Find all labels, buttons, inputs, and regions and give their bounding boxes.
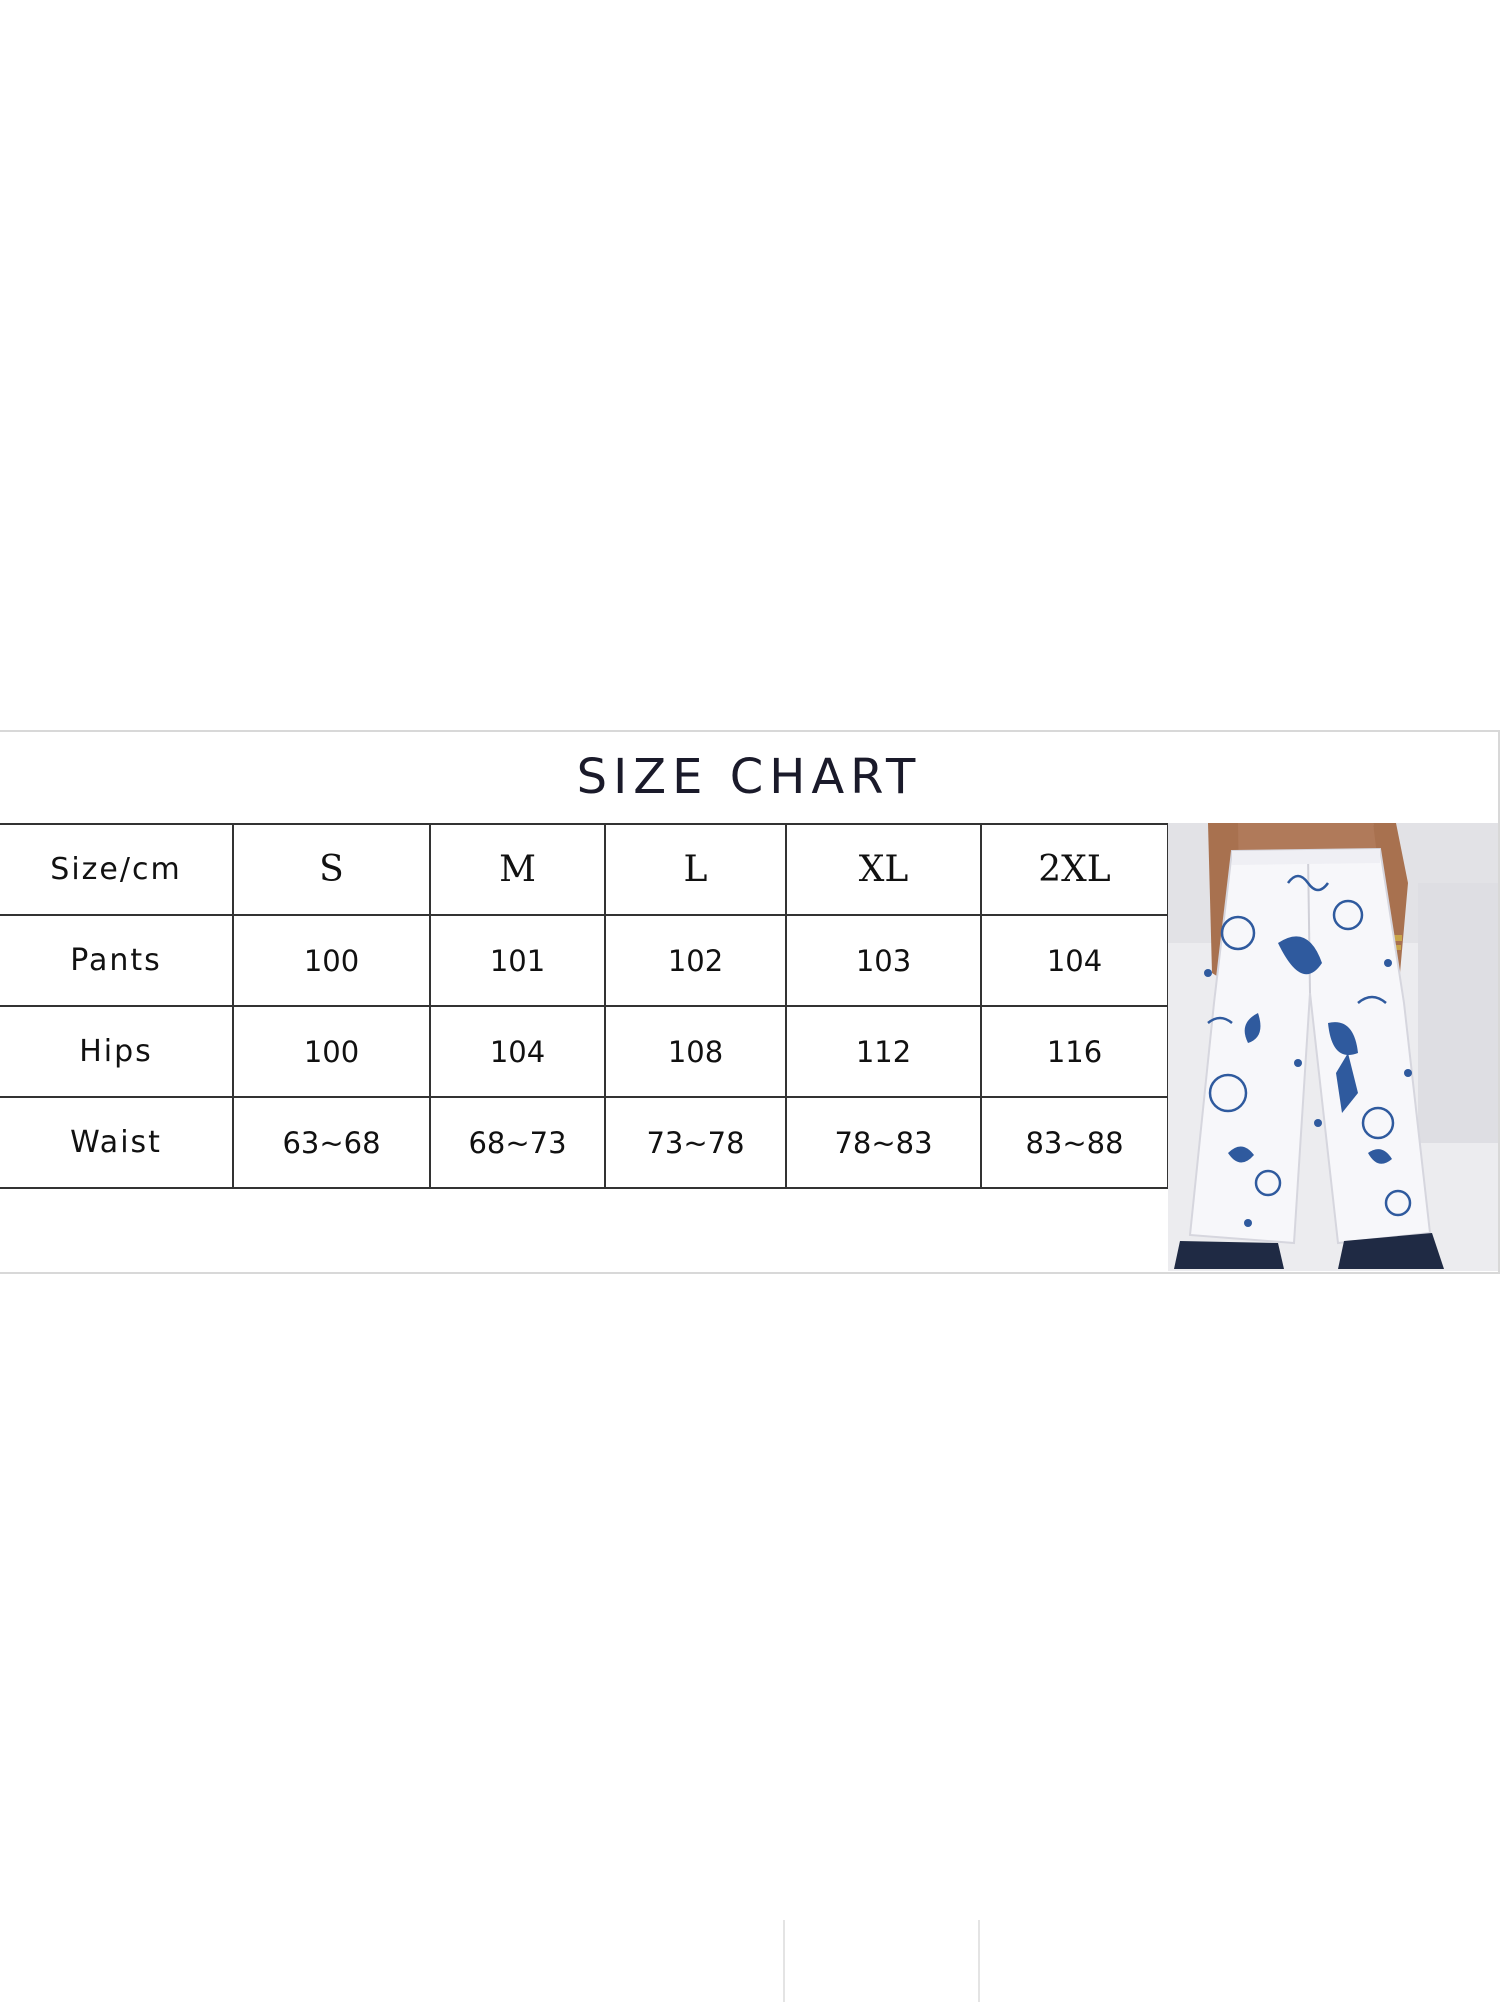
table-cell: 68~73: [430, 1097, 605, 1188]
row-label: Hips: [0, 1006, 233, 1097]
divider: [783, 1920, 785, 2002]
table-cell: 116: [981, 1006, 1168, 1097]
table-cell: 112: [786, 1006, 981, 1097]
table-cell: 100: [233, 1006, 430, 1097]
table-cell: 102: [605, 915, 786, 1006]
size-header: S: [233, 824, 430, 915]
product-photo: [1168, 823, 1498, 1271]
table-row: [0, 1006, 1168, 1097]
model-wearing-printed-wide-leg-pants-photo: [1168, 823, 1498, 1271]
size-table: [0, 823, 1169, 1189]
table-row: [0, 915, 1168, 1006]
size-chart: [0, 730, 1500, 1274]
table-cell: 108: [605, 1006, 786, 1097]
row-label: Pants: [0, 915, 233, 1006]
size-header: M: [430, 824, 605, 915]
table-cell: 63~68: [233, 1097, 430, 1188]
corner-label: Size/cm: [0, 824, 233, 915]
table-cell: 103: [786, 915, 981, 1006]
size-header: 2XL: [981, 824, 1168, 915]
table-cell: 101: [430, 915, 605, 1006]
table-cell: 104: [981, 915, 1168, 1006]
table-cell: 78~83: [786, 1097, 981, 1188]
chart-title: SIZE CHART: [576, 749, 922, 805]
table-cell: 104: [430, 1006, 605, 1097]
table-header-row: [0, 824, 1168, 915]
table-cell: 83~88: [981, 1097, 1168, 1188]
size-header: L: [605, 824, 786, 915]
table-cell: 73~78: [605, 1097, 786, 1188]
row-label: Waist: [0, 1097, 233, 1188]
size-header: XL: [786, 824, 981, 915]
divider: [978, 1920, 980, 2002]
table-row: [0, 1097, 1168, 1188]
table-cell: 100: [233, 915, 430, 1006]
